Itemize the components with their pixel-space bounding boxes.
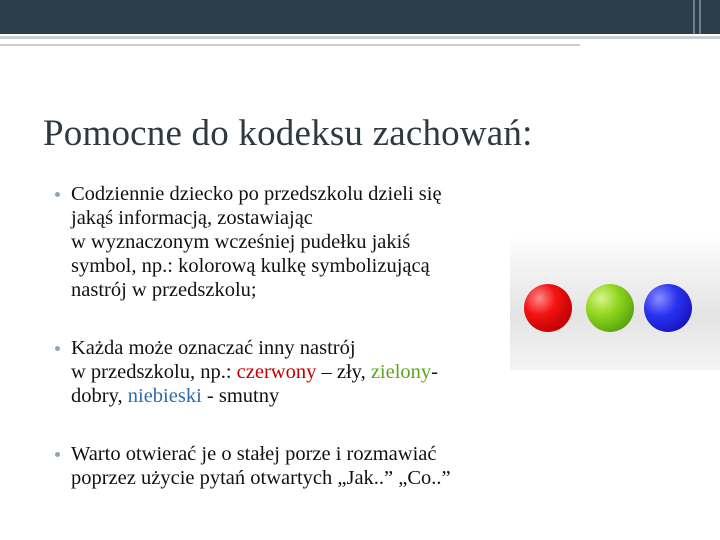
header-rule-short <box>0 44 580 46</box>
bullet-line: poprzez użycie pytań otwartych „Jak..” „Co..” <box>71 467 451 489</box>
band-stripe <box>699 0 701 34</box>
bullet-line: Warto otwierać je o stałej porze i rozmawiać <box>71 443 437 465</box>
blue-word: niebieski <box>127 385 202 407</box>
bullet-line <box>71 384 520 408</box>
bullet-list <box>50 182 520 490</box>
bullet-line: jakąś informacją, zostawiając <box>71 207 313 229</box>
green-ball-icon <box>586 284 634 332</box>
bullet-line: Każda może oznaczać inny nastrój <box>71 337 356 359</box>
bullet-line: w wyznaczonym wcześniej pudełku jakiś <box>71 231 411 253</box>
band-stripe <box>693 0 695 34</box>
text-run: w przedszkolu, np.: <box>71 361 237 383</box>
text-run: dobry, <box>71 385 128 407</box>
slide-title: Pomocne do kodeksu zachowań: <box>43 113 533 154</box>
red-word: czerwony <box>236 361 317 383</box>
red-ball-icon <box>524 284 572 332</box>
bullet-line <box>71 360 520 384</box>
bullet-item <box>50 442 520 490</box>
bullet-dot-icon <box>55 452 60 457</box>
bullet-dot-icon <box>55 192 60 197</box>
bullet-item <box>50 336 520 408</box>
top-band <box>0 0 720 34</box>
bullet-line: symbol, np.: kolorową kulkę symbolizującą <box>71 255 430 277</box>
header-rule <box>0 36 720 39</box>
bullet-item <box>50 182 520 302</box>
blue-ball-icon <box>644 284 692 332</box>
text-run: - <box>431 361 438 383</box>
green-word: zielony <box>370 361 432 383</box>
bullet-dot-icon <box>55 346 60 351</box>
text-run: - smutny <box>201 385 280 407</box>
bullet-line: Codziennie dziecko po przedszkolu dzieli się <box>71 183 442 205</box>
text-run: – zły, <box>316 361 371 383</box>
colored-balls-image <box>510 236 720 370</box>
bullet-line: nastrój w przedszkolu; <box>71 279 257 301</box>
